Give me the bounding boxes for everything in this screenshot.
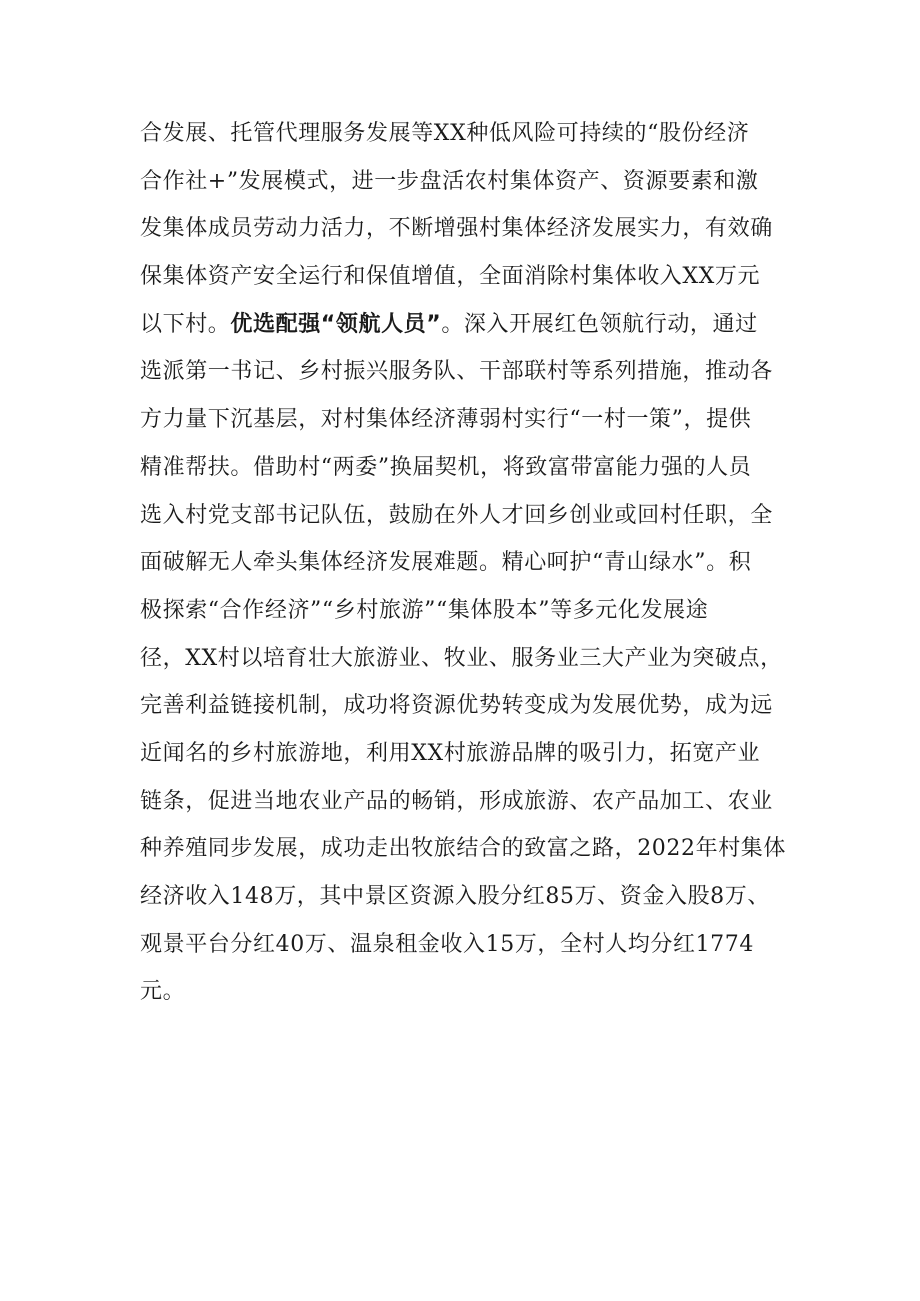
text-line: 选入村党支部书记队伍，鼓励在外人才回乡创业或回村任职，全: [140, 502, 773, 528]
text-line: 完善利益链接机制，成功将资源优势转变成为发展优势，成为远: [140, 693, 773, 719]
text-line: 元。: [140, 979, 186, 1005]
text-line: 近闻名的乡村旅游地，利用XX村旅游品牌的吸引力，拓宽产业: [140, 740, 761, 766]
text-line: 极探索“合作经济”“乡村旅游”“集体股本”等多元化发展途: [140, 597, 709, 623]
body-paragraph: [140, 110, 790, 1016]
text-line: 合发展、托管代理服务发展等XX种低风险可持续的“股份经济: [140, 121, 750, 146]
text-line: 方力量下沉基层，对村集体经济薄弱村实行“一村一策”，提供: [140, 407, 752, 433]
text-line: 径，XX村以培育壮大旅游业、牧业、服务业三大产业为突破点，: [140, 645, 783, 671]
text-line: 经济收入148万，其中景区资源入股分红85万、资金入股8万、: [140, 884, 770, 909]
text-line: 发集体成员劳动力活力，不断增强村集体经济发展实力，有效确: [140, 216, 773, 242]
text-line-with-heading: [140, 301, 790, 349]
text-line: 保集体资产安全运行和保值增值，全面消除村集体收入XX万元: [140, 264, 761, 290]
text-line: 链条，促进当地农业产品的畅销，形成旅游、农产品加工、农业: [140, 788, 773, 814]
bold-subheading: 优选配强“领航人员”: [230, 311, 442, 337]
text-line: 合作社+”发展模式，进一步盘活农村集体资产、资源要素和激: [140, 168, 759, 194]
text-run: 以下村。: [140, 311, 231, 337]
text-line: 种养殖同步发展，成功走出牧旅结合的致富之路，2022年村集体: [140, 836, 786, 862]
text-line: 观景平台分红40万、温泉租金收入15万，全村人均分红1774: [140, 931, 754, 957]
text-line: 面破解无人牵头集体经济发展难题。精心呵护“青山绿水”。积: [140, 550, 752, 576]
text-line: 精准帮扶。借助村“两委”换届契机，将致富带富能力强的人员: [140, 454, 752, 480]
text-line: 选派第一书记、乡村振兴服务队、干部联村等系列措施，推动各: [140, 359, 773, 385]
text-run: 。深入开展红色领航行动，通过: [441, 311, 758, 337]
